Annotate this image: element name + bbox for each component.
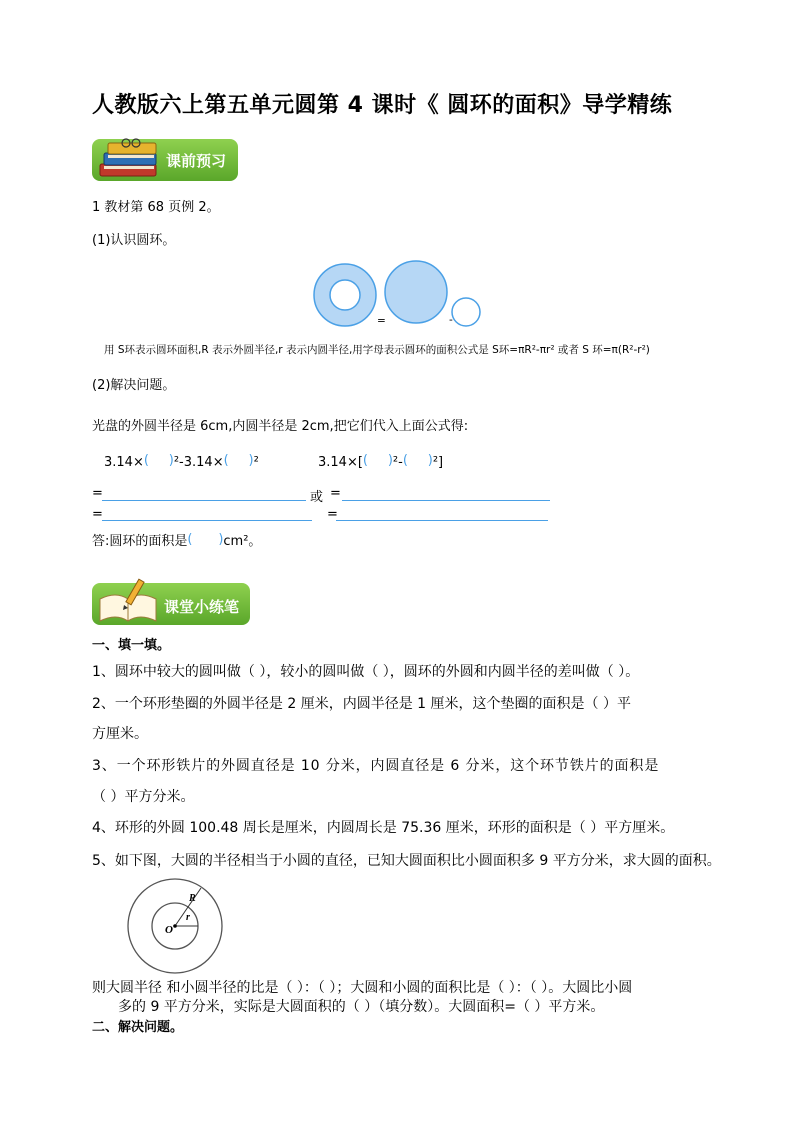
label-O: O — [165, 924, 173, 936]
small-circle — [452, 298, 480, 326]
equals-sign: = — [377, 315, 386, 327]
answer-line-1-left[interactable] — [102, 500, 306, 501]
answer-line-2-right[interactable] — [336, 520, 548, 521]
question-5-answer-line-2: 多的 9 平方分米，实际是大圆面积的（ ）（填分数）。大圆面积=（ ）平方米。 — [118, 999, 605, 1015]
or-label: 或 — [310, 490, 324, 505]
page-title: 人教版六上第五单元圆第 4 课时《 圆环的面积》导学精练 — [92, 93, 673, 118]
preview-part-2: (2)解决问题。 — [92, 378, 176, 393]
preview-part-1: (1)认识圆环。 — [92, 233, 176, 248]
question-3-line-2: （ ）平方分米。 — [92, 789, 195, 805]
books-icon — [96, 138, 166, 184]
section-heading-fill: 一、填一填。 — [92, 638, 171, 653]
concentric-circles-figure — [124, 878, 228, 976]
blank-ring-area[interactable] — [187, 534, 223, 549]
ring-diagram — [300, 258, 500, 330]
preview-item-1: 1 教材第 68 页例 2。 — [92, 200, 220, 215]
calc-right: 3.14×[( ) ²-( ) ²] — [318, 455, 443, 470]
question-1: 1、圆环中较大的圆叫做（ ），较小的圆叫做（ ），圆环的外圆和内圆半径的差叫做（ ）。 — [92, 664, 640, 680]
banner-practice-label: 课堂小练笔 — [164, 598, 240, 616]
label-r: r — [186, 912, 190, 923]
notebook-pencil-icon — [94, 577, 166, 627]
minus-sign: - — [449, 314, 453, 326]
question-5: 5、如下图，大圆的半径相当于小圆的直径，已知大圆面积比小圆面积多 9 平方分米，求大圆的面积。 — [92, 853, 721, 869]
formula-note: 用 S环表示圆环面积,R 表示外圆半径,r 表示内圆半径,用字母表示圆环的面积公式是 S环=πR²-πr² 或者 S 环=π(R²-r²) — [104, 344, 650, 356]
calc-left: 3.14×( ) ²-3.14×( ) ² — [104, 455, 259, 470]
big-circle — [385, 261, 447, 323]
answer-line-1-right[interactable] — [342, 500, 550, 501]
question-2-line-2: 方厘米。 — [92, 726, 148, 742]
answer-line: 答:圆环的面积是( ) cm²。 — [92, 530, 261, 549]
label-R: R — [189, 893, 196, 904]
question-4: 4、环形的外圆 100.48 周长是厘米，内圆周长是 75.36 厘米，环形的面积是（ ）平方厘米。 — [92, 820, 675, 836]
question-3-line-1: 3、一个环形铁片的外圆直径是 10 分米，内圆直径是 6 分米，这个环节铁片的面积是 — [92, 758, 660, 774]
cd-problem-text: 光盘的外圆半径是 6cm,内圆半径是 2cm,把它们代入上面公式得: — [92, 419, 469, 434]
question-2-line-1: 2、一个环形垫圈的外圆半径是 2 厘米，内圆半径是 1 厘米，这个垫圈的面积是（ ）平 — [92, 696, 631, 712]
eq-line-2-left: = — [92, 507, 103, 522]
eq-line-2-right: = — [327, 507, 338, 522]
ring-inner-circle — [330, 280, 360, 310]
blank-inner-radius-2[interactable] — [403, 455, 433, 470]
banner-preview-label: 课前预习 — [166, 152, 227, 170]
eq-line-1-left: = — [92, 486, 103, 501]
blank-outer-radius[interactable] — [144, 455, 174, 470]
eq-line-1-right: = — [330, 486, 341, 501]
blank-inner-radius[interactable] — [224, 455, 254, 470]
question-5-answer-line-1: 则大圆半径 和小圆半径的比是（ ）：（ ）；大圆和小圆的面积比是（ ）：（ ）。大圆比小圆 — [92, 980, 633, 996]
answer-line-2-left[interactable] — [102, 520, 312, 521]
section-heading-solve: 二、解决问题。 — [92, 1020, 184, 1035]
blank-outer-radius-2[interactable] — [363, 455, 393, 470]
